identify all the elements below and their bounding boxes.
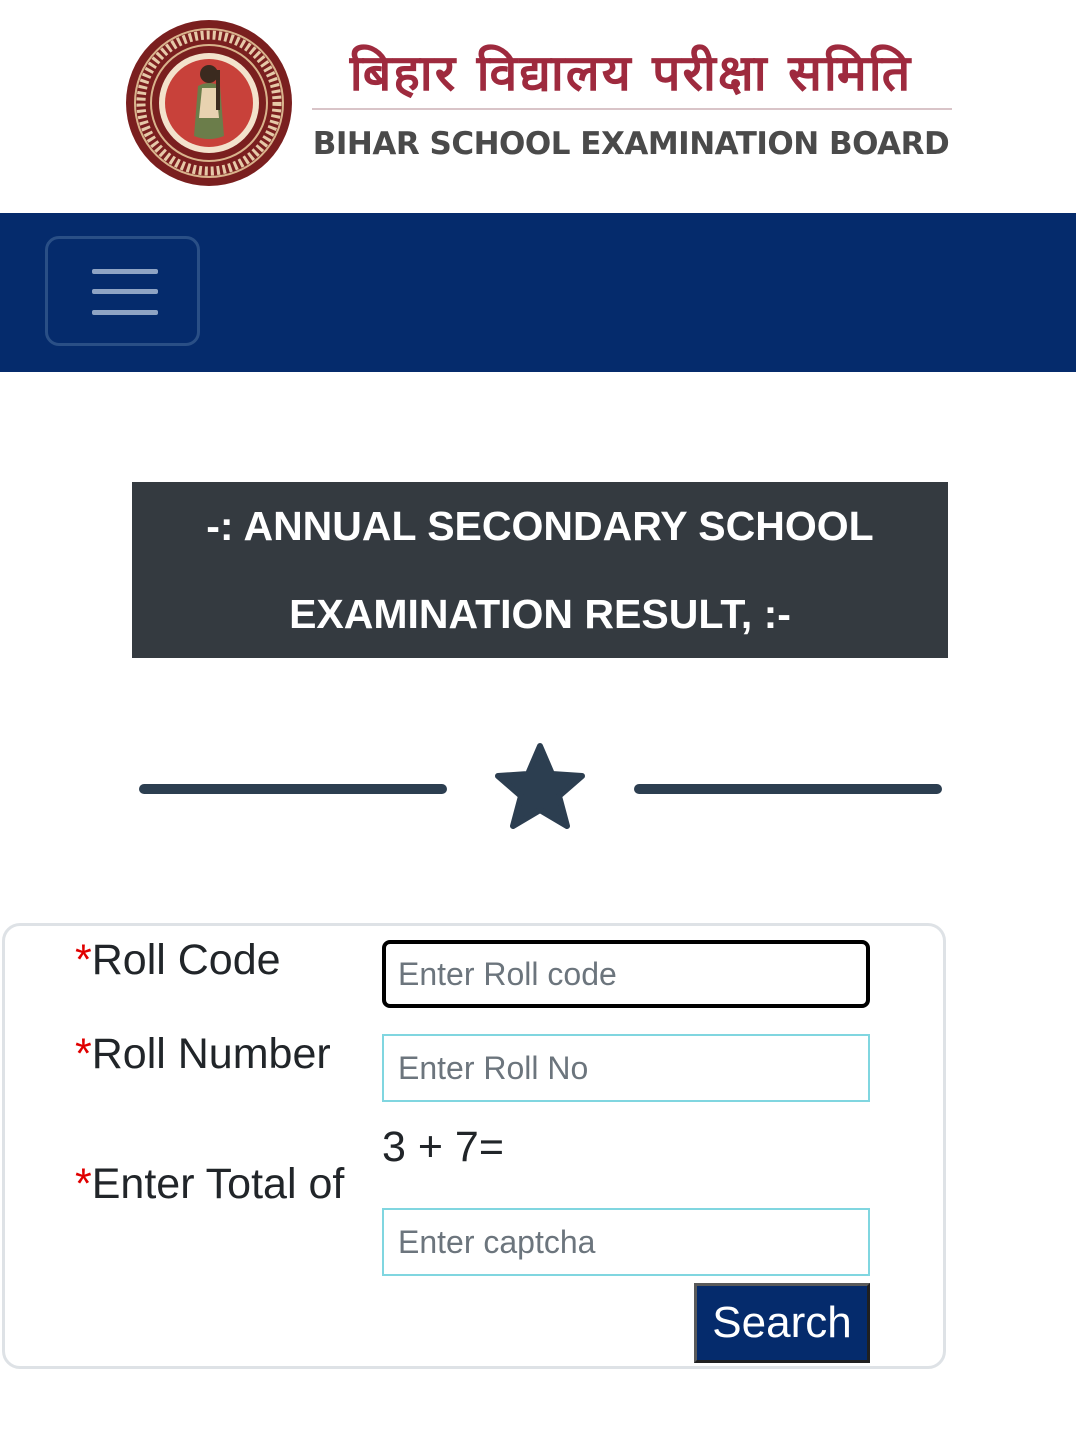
page-title-line-2: EXAMINATION RESULT, :-: [289, 591, 791, 637]
site-header: [0, 0, 1076, 213]
required-marker: *: [75, 936, 92, 984]
roll-code-input[interactable]: [382, 940, 870, 1008]
menu-toggle-button[interactable]: [45, 236, 200, 346]
page-title-line-1: -: ANNUAL SECONDARY SCHOOL: [206, 503, 874, 549]
divider-line-left: [139, 784, 447, 794]
navbar: [0, 213, 1076, 372]
bseb-seal-icon: [124, 18, 294, 188]
star-icon: [492, 740, 588, 832]
page-title: [132, 482, 948, 658]
search-button[interactable]: Search: [694, 1283, 870, 1363]
brand-name-english: BIHAR SCHOOL EXAMINATION BOARD: [312, 126, 950, 162]
site-logo[interactable]: [100, 34, 980, 204]
captcha-question: 3 + 7=: [382, 1123, 504, 1171]
captcha-label: *Enter Total of: [75, 1160, 345, 1208]
required-marker: *: [75, 1030, 92, 1078]
captcha-input[interactable]: [382, 1208, 870, 1276]
brand-name-hindi: बिहार विद्यालय परीक्षा समिति: [349, 44, 913, 102]
hamburger-menu-icon: [92, 289, 158, 294]
required-marker: *: [75, 1160, 92, 1208]
brand-divider: [312, 108, 952, 110]
roll-number-input[interactable]: [382, 1034, 870, 1102]
roll-code-label: *Roll Code: [75, 936, 281, 984]
divider-line-right: [634, 784, 942, 794]
hamburger-menu-icon: [92, 269, 158, 274]
hamburger-menu-icon: [92, 310, 158, 315]
roll-number-label: *Roll Number: [75, 1030, 331, 1078]
